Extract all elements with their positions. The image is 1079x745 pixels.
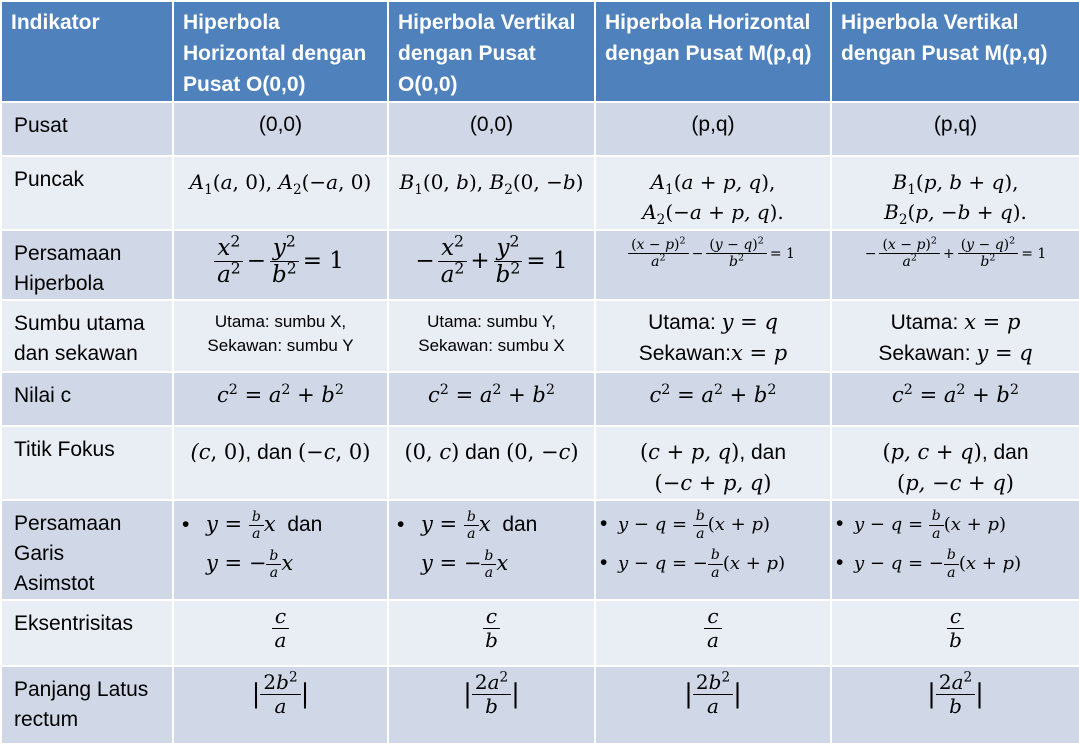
fokus-c1-dan: dan [257,441,293,464]
latus-c2: | $\frac{2a^2}{b}$ | [388,666,595,744]
fokus-c1: (c, 0), dan (−c, 0) [173,426,388,500]
persamaan-c2: − $\frac{x^2}{a^2}$ + $\frac{y^2}{b^2}$ = 1 [388,230,595,300]
bullet-icon: • [836,551,844,574]
puncak-c4: $B_1(p$, b + q), $B_2(p$, −b + q). [831,156,1079,230]
latus-c1: | $\frac{2b^2}{a}$ | [173,666,388,744]
sumbu-c3-utama-label: Utama: [648,311,716,334]
fokus-c3: (c + p, q), dan (−c + p, q) [595,426,831,500]
row-persamaan [1,230,1079,300]
asimtot-c1-dan: dan [287,513,323,536]
eks-c4: $\frac{c}{b}$ [831,600,1079,666]
nilai-c-c4: $c^2 = a^2 + b^2$ [831,372,1079,426]
row-asimtot [1,500,1079,600]
sumbu-c1 [173,300,388,372]
label-puncak: Puncak [1,156,173,230]
header-row [1,1,1079,102]
label-eksentrisitas: Eksentrisitas [1,600,173,666]
latus-c3: | $\frac{2b^2}{a}$ | [595,666,831,744]
bullet-icon: • [600,512,608,535]
eks-c2: $\frac{c}{b}$ [388,600,595,666]
asimtot-c3: • y − q = $\frac{b}{a}$ (x + p) • y − q = − $\frac{b}{a}$ (x + p) [595,500,831,600]
fokus-c2: (0, c) dan (0, −c) [388,426,595,500]
asimtot-c2: • y = $\frac{b}{a}$ x dan y = − $\frac{b}{a}$ x [388,500,595,600]
sumbu-c2-sekawan: Sekawan: sumbu X [418,336,565,355]
persamaan-c4: − $\frac{(x - p)^2}{a^2}$ + $\frac{(y - q)^2}{b^2}$ = 1 [831,230,1079,300]
sumbu-c2-utama: Utama: sumbu Y, [427,312,556,331]
header-horizontal-origin: Hiperbola Horizontal dengan Pusat O(0,0) [173,1,388,102]
label-asimtot-line2: Garis [14,542,65,565]
row-titik-fokus [1,426,1079,500]
sumbu-c4-sekawan-label: Sekawan: [878,342,971,365]
puncak-c3: $A_1(a + p$, q), $A_2(-a + p$, q). [595,156,831,230]
persamaan-c1: $\frac{x^2}{a^2}$ − $\frac{y^2}{b^2}$ = 1 [173,230,388,300]
label-sumbu-line1: Sumbu utama [14,312,145,335]
pusat-c3: (p,q) [595,102,831,156]
label-sumbu [1,300,173,372]
asimtot-c2-dan: dan [502,513,538,536]
pusat-c2: (0,0) [388,102,595,156]
label-latus-line2: rectum [14,708,79,731]
eks-c3: $\frac{c}{a}$ [595,600,831,666]
label-titik-fokus: Titik Fokus [1,426,173,500]
pusat-c1: (0,0) [173,102,388,156]
row-latus-rectum [1,666,1079,744]
label-nilai-c: Nilai c [1,372,173,426]
latus-c4: | $\frac{2a^2}{b}$ | [831,666,1079,744]
sumbu-c3-sekawan-label: Sekawan: [638,342,731,365]
asimtot-c4: • y − q = $\frac{b}{a}$ (x + p) • y − q = − $\frac{b}{a}$ (x + p) [831,500,1079,600]
nilai-c-c3: $c^2 = a^2 + b^2$ [595,372,831,426]
sumbu-c4-utama-label: Utama: [890,311,959,334]
puncak-c1: $A_1(a$, 0), $A_2(-a$, 0) [173,156,388,230]
asimtot-c1: • y = $\frac{b}{a}$ x dan y = − $\frac{b}{a}$ x [173,500,388,600]
fokus-c4: (p, c + q), dan (p, −c + q) [831,426,1079,500]
eks-c1: $\frac{c}{a}$ [173,600,388,666]
row-eksentrisitas [1,600,1079,666]
header-indikator: Indikator [1,1,173,102]
row-sumbu [1,300,1079,372]
row-nilai-c [1,372,1079,426]
bullet-icon: • [836,512,844,535]
nilai-c-c2: $c^2 = a^2 + b^2$ [388,372,595,426]
sumbu-c1-sekawan: Sekawan: sumbu Y [207,336,354,355]
fokus-c2-dan: dan [465,441,501,464]
bullet-icon: • [600,551,608,574]
header-vertical-origin: Hiperbola Vertikal dengan Pusat O(0,0) [388,1,595,102]
fokus-c4-dan: , dan [981,441,1029,464]
sumbu-c4: Utama: x = p Sekawan: y = q [831,300,1079,372]
bullet-icon: • [397,513,405,536]
fokus-c3-dan: , dan [739,441,787,464]
sumbu-c1-utama: Utama: sumbu X, [214,312,347,331]
bullet-icon: • [182,513,190,536]
persamaan-c3: $\frac{(x - p)^2}{a^2}$ − $\frac{(y - q)^2}{b^2}$ = 1 [595,230,831,300]
label-sumbu-line2: dan sekawan [14,342,138,365]
sumbu-c2 [388,300,595,372]
header-horizontal-center: Hiperbola Horizontal dengan Pusat M(p,q) [595,1,831,102]
row-puncak [1,156,1079,230]
sumbu-c3: Utama: y = q Sekawan:x = p [595,300,831,372]
puncak-c2: $B_1(0$, b), $B_2(0$, −b) [388,156,595,230]
label-latus-line1: Panjang Latus [14,678,149,701]
pusat-c4: (p,q) [831,102,1079,156]
row-pusat [1,102,1079,156]
nilai-c-c1: $c^2 = a^2 + b^2$ [173,372,388,426]
header-vertical-center: Hiperbola Vertikal dengan Pusat M(p,q) [831,1,1079,102]
label-asimtot-line1: Persamaan [14,512,122,535]
label-persamaan-line1: Persamaan [14,242,122,265]
label-asimtot [1,500,173,600]
label-persamaan-line2: Hiperbola [14,272,104,295]
label-pusat: Pusat [1,102,173,156]
label-asimtot-line3: Asimstot [14,572,95,595]
label-latus [1,666,173,744]
label-persamaan [1,230,173,300]
